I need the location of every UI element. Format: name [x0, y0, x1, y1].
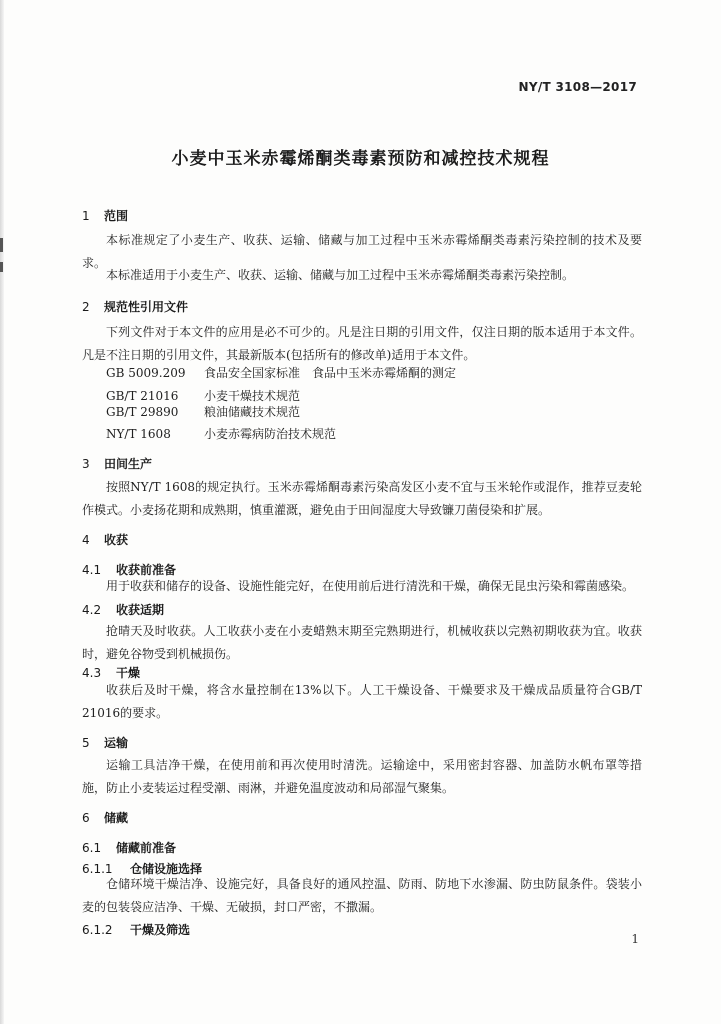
section-title: 运输 [104, 736, 129, 750]
subsection-heading-6-1 [82, 839, 176, 856]
reference-code: GB 5009.209 [106, 366, 186, 380]
reference-item [106, 425, 336, 442]
reference-code: NY/T 1608 [106, 427, 171, 441]
section-number: 4 [82, 533, 90, 547]
paragraph: 收获后及时干燥，将含水量控制在13%以下。人工干燥设备、干燥要求及干燥成品质量符合GB/T 21016的要求。 [82, 683, 642, 720]
reference-code: GB/T 29890 [106, 405, 179, 419]
section-heading-5 [82, 734, 128, 751]
section-heading-4 [82, 531, 128, 548]
paragraph: 按照NY/T 1608的规定执行。玉米赤霉烯酮毒素污染高发区小麦不宜与玉米轮作或混作，推荐豆麦轮作模式。小麦扬花期和成熟期，慎重灌溉，避免由于田间湿度大导致镰刀菌侵染和扩展。 [82, 480, 642, 517]
reference-item [106, 403, 300, 420]
subsection-number: 6.1.1 [82, 862, 113, 876]
section-title: 田间生产 [104, 457, 153, 471]
subsection-number: 4.1 [82, 563, 102, 577]
standard-number: NY/T 3108—2017 [518, 80, 637, 94]
section-heading-1 [82, 207, 128, 224]
subsection-title: 仓储设施选择 [130, 862, 203, 876]
section-number: 3 [82, 457, 90, 471]
subsection-number: 4.3 [82, 666, 102, 680]
subsection-number: 6.1.2 [82, 923, 113, 937]
subsection-title: 干燥 [116, 666, 141, 680]
section-number: 6 [82, 811, 90, 825]
section-number: 5 [82, 736, 90, 750]
paragraph: 抢晴天及时收获。人工收获小麦在小麦蜡熟末期至完熟期进行，机械收获以完熟初期收获为宜。收获时，避免谷物受到机械损伤。 [82, 624, 642, 661]
subsection-title: 收获适期 [116, 603, 165, 617]
reference-item [106, 364, 456, 381]
paragraph: 用于收获和储存的设备、设施性能完好，在使用前后进行清洗和干燥，确保无昆虫污染和霉菌感染。 [106, 579, 635, 593]
subsection-number: 6.1 [82, 841, 102, 855]
page-number: 1 [631, 932, 639, 946]
subsection-heading-6-1-2 [82, 921, 190, 938]
paragraph: 本标准规定了小麦生产、收获、运输、储藏与加工过程中玉米赤霉烯酮类毒素污染控制的技术及要求。 [82, 233, 642, 270]
subsection-number: 4.2 [82, 603, 102, 617]
scan-mark [0, 262, 3, 272]
subsection-title: 储藏前准备 [116, 841, 177, 855]
paragraph: 运输工具洁净干燥，在使用前和再次使用时清洗。运输途中，采用密封容器、加盖防水帆布罩等措施，防止小麦装运过程受潮、雨淋，并避免温度波动和局部湿气聚集。 [82, 758, 642, 795]
reference-code: GB/T 21016 [106, 389, 179, 403]
reference-item [106, 387, 300, 404]
section-heading-3 [82, 455, 152, 472]
section-heading-6 [82, 809, 128, 826]
reference-title: 粮油储藏技术规范 [204, 405, 301, 419]
paragraph: 仓储环境干燥洁净、设施完好，具备良好的通风控温、防雨、防地下水渗漏、防虫防鼠条件。袋装小麦的包装袋应洁净、干燥、无破损，封口严密，不撒漏。 [82, 877, 642, 914]
reference-title: 食品安全国家标准 食品中玉米赤霉烯酮的测定 [204, 366, 457, 380]
section-title: 储藏 [104, 811, 129, 825]
reference-title: 小麦干燥技术规范 [204, 389, 301, 403]
document-title: 小麦中玉米赤霉烯酮类毒素预防和减控技术规程 [171, 149, 550, 169]
section-title: 规范性引用文件 [104, 300, 189, 314]
section-number: 2 [82, 300, 90, 314]
section-title: 收获 [104, 533, 129, 547]
section-heading-2 [82, 298, 188, 315]
reference-title: 小麦赤霉病防治技术规范 [204, 427, 337, 441]
subsection-title: 收获前准备 [116, 563, 177, 577]
subsection-heading-4-2 [82, 601, 164, 618]
scan-mark [0, 238, 3, 252]
paragraph: 本标准适用于小麦生产、收获、运输、储藏与加工过程中玉米赤霉烯酮类毒素污染控制。 [106, 268, 575, 282]
section-number: 1 [82, 209, 90, 223]
section-title: 范围 [104, 209, 129, 223]
subsection-title: 干燥及筛选 [130, 923, 191, 937]
paragraph: 下列文件对于本文件的应用是必不可少的。凡是注日期的引用文件，仅注日期的版本适用于本文件。凡是不注日期的引用文件，其最新版本(包括所有的修改单)适用于本文件。 [82, 325, 642, 362]
